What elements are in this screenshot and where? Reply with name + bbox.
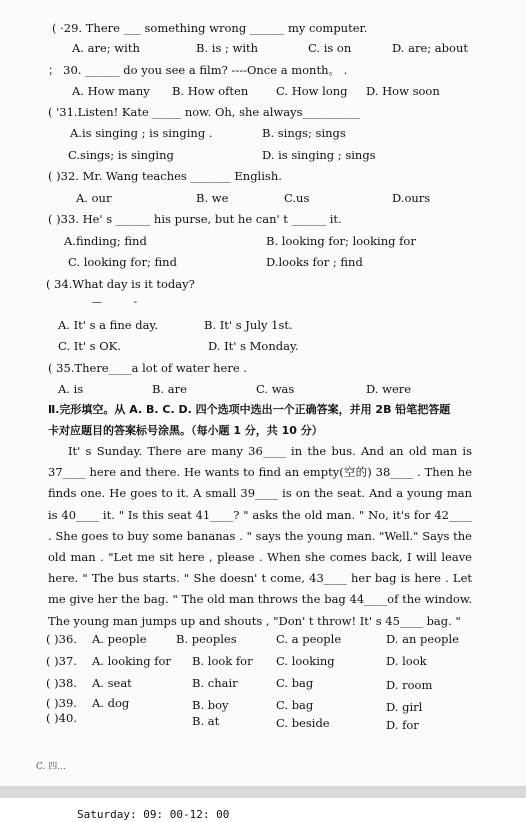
- q35-opt-c: C. was: [256, 382, 295, 396]
- q35-stem: ( 35.There____a lot of water here .: [48, 361, 247, 375]
- q36-opt-d: D. an people: [386, 632, 459, 646]
- q31-opt-a: A.is singing ; is singing .: [70, 126, 213, 140]
- page-separator: [0, 786, 526, 798]
- q30-stem: ； 30. ______ do you see a film? ----Once a month。 .: [48, 63, 348, 77]
- q37-opt-c: C. looking: [276, 654, 335, 668]
- q32-opt-b: B. we: [196, 191, 229, 205]
- bottom-fragment: C. 四...: [36, 762, 66, 772]
- q37-opt-a: A. looking for: [92, 654, 171, 668]
- q32-opt-d: D.ours: [392, 191, 431, 205]
- q34-opt-c: C. It' s OK.: [58, 339, 121, 353]
- exam-page: ( ·29. There ___ something wrong ______ my computer. A. are; with B. is ; with C. is on D. are; about ； 30. ______ do you see a film? ----Once a month。 . A. How many B. How often C. How long D. How soon ( '31.Listen! Kate _____ now. Oh, she always__________ A.is singing ; is singing . B. sings; sings C.sings; is singing D. is singing ; sings ( )32. Mr. Wang teaches _______ English. A. our B. we C.us D.ours ( )33. He' s ______ his purse, but he can' t ______ it. A.finding; find B. looking for; looking for C. looking for; find D.looks for ; find ( 34.What day is it today? — - A. It' s a fine day. B. It' s July 1st. C. It' s OK. D. It' s Monday. ( 35.There____a lot of water here . A. is B. are C. was D. were Ⅱ.完形填空。从 A. B. C. D. 四个选项中选出一个正确答案，并用 2B 铅笔把答题 卡对应题目的答案标号涂黑。（每小题 1 分，共 10 分） It' s Sunday. There are many 36____ in the bus. And an old man is 37____ here and there. He wants to find an empty(空的) 38____ . Then he finds one. He goes to it. A small 39____ is on the seat. And a young man is 40____ it. " Is this seat 41____? " asks the old man. " No, it's for 42____ . She goes to buy some bananas . " says the young man. "Well." Says the old man . "Let me sit here , please . When she comes back, I will leave here. " The bus starts. " She doesn' t come, 43____ her bag is here . Let me give her the bag. " The old man throws the bag 44____of the window. The young man jumps up and shouts , "Don' t throw! It' s 45____ bag. " ( )36. A. people B. peoples C. a people D. an people ( )37. A. looking for B. look for C. looking D. look ( )38. A. seat B. chair C. bag D. room ( )39. A. dog B. boy C. bag D. girl ( )40. B. at C. beside D. for C. 四...: [0, 0, 526, 786]
- q29-opt-d: D. are; about: [392, 41, 468, 55]
- q30-opt-c: C. How long: [276, 84, 348, 98]
- q36-opt-a: A. people: [92, 632, 147, 646]
- q39-opt-c: C. bag: [276, 698, 314, 712]
- q35-opt-d: D. were: [366, 382, 412, 396]
- q30-opt-d: D. How soon: [366, 84, 440, 98]
- q35-opt-a: A. is: [58, 382, 84, 396]
- q39-stem: ( )39.: [46, 696, 77, 710]
- q38-opt-c: C. bag: [276, 676, 314, 690]
- q36-opt-c: C. a people: [276, 632, 342, 646]
- q34-opt-a: A. It' s a fine day.: [58, 318, 159, 332]
- q39-opt-a: A. dog: [92, 696, 130, 710]
- q29-opt-a: A. are; with: [72, 41, 140, 55]
- q31-stem: ( '31.Listen! Kate _____ now. Oh, she always__________: [48, 105, 361, 119]
- q34-opt-b: B. It' s July 1st.: [204, 318, 293, 332]
- q34-stem: ( 34.What day is it today?: [46, 277, 195, 291]
- q37-opt-d: D. look: [386, 654, 427, 668]
- q33-opt-b: B. looking for; looking for: [266, 234, 416, 248]
- q32-opt-a: A. our: [76, 191, 112, 205]
- section2-title-line2: 卡对应题目的答案标号涂黑。（每小题 1 分，共 10 分）: [48, 424, 323, 437]
- section2-title-line1: Ⅱ.完形填空。从 A. B. C. D. 四个选项中选出一个正确答案，并用 2B 铅笔把答题: [48, 403, 451, 416]
- schedule-time: Saturday: 09: 00-12: 00: [77, 808, 230, 821]
- q29-stem: ( ·29. There ___ something wrong ______ my computer.: [52, 21, 368, 35]
- q30-opt-a: A. How many: [72, 84, 150, 98]
- q39-opt-d: D. girl: [386, 700, 423, 714]
- q40-opt-c: C. beside: [276, 716, 330, 730]
- q40-opt-d: D. for: [386, 718, 419, 732]
- q33-opt-a: A.finding; find: [64, 234, 147, 248]
- q32-opt-c: C.us: [284, 191, 310, 205]
- q38-opt-b: B. chair: [192, 676, 238, 690]
- q35-opt-b: B. are: [152, 382, 187, 396]
- q40-opt-b: B. at: [192, 714, 220, 728]
- q31-opt-c: C.sings; is singing: [68, 148, 174, 162]
- q38-opt-a: A. seat: [92, 676, 132, 690]
- cloze-passage: It' s Sunday. There are many 36____ in the bus. And an old man is 37____ here and there. He wants to find an empty(空的) 38____ . Then he finds one. He goes to it. A small 39____ is on the seat. And a young man is 40____ it. " Is this seat 41____? " asks the old man. " No, it's for 42____ . She goes to buy some bananas . " says the young man. "Well." Says the old man . "Let me sit here , please . When she comes back, I will leave here. " The bus starts. " She doesn' t come, 43____ her bag is here . Let me give her the bag. " The old man throws the bag 44____of the window. The young man jumps up and shouts , "Don' t throw! It' s 45____ bag. ": [48, 444, 472, 628]
- q36-stem: ( )36.: [46, 632, 77, 646]
- q29-opt-b: B. is ; with: [196, 41, 259, 55]
- q40-stem: ( )40.: [46, 711, 77, 725]
- q34-opt-d: D. It' s Monday.: [208, 339, 299, 353]
- q29-opt-c: C. is on: [308, 41, 352, 55]
- q32-stem: ( )32. Mr. Wang teaches _______ English.: [48, 169, 282, 183]
- q33-opt-d: D.looks for ; find: [266, 255, 363, 269]
- q36-opt-b: B. peoples: [176, 632, 237, 646]
- q38-opt-d: D. room: [386, 678, 433, 692]
- q38-stem: ( )38.: [46, 676, 77, 690]
- q31-opt-d: D. is singing ; sings: [262, 148, 376, 162]
- q39-opt-b: B. boy: [192, 698, 229, 712]
- q33-stem: ( )33. He' s ______ his purse, but he can' t ______ it.: [48, 212, 342, 226]
- q37-stem: ( )37.: [46, 654, 77, 668]
- q31-opt-b: B. sings; sings: [262, 126, 346, 140]
- q37-opt-b: B. look for: [192, 654, 253, 668]
- q33-opt-c: C. looking for; find: [68, 255, 177, 269]
- q30-opt-b: B. How often: [172, 84, 249, 98]
